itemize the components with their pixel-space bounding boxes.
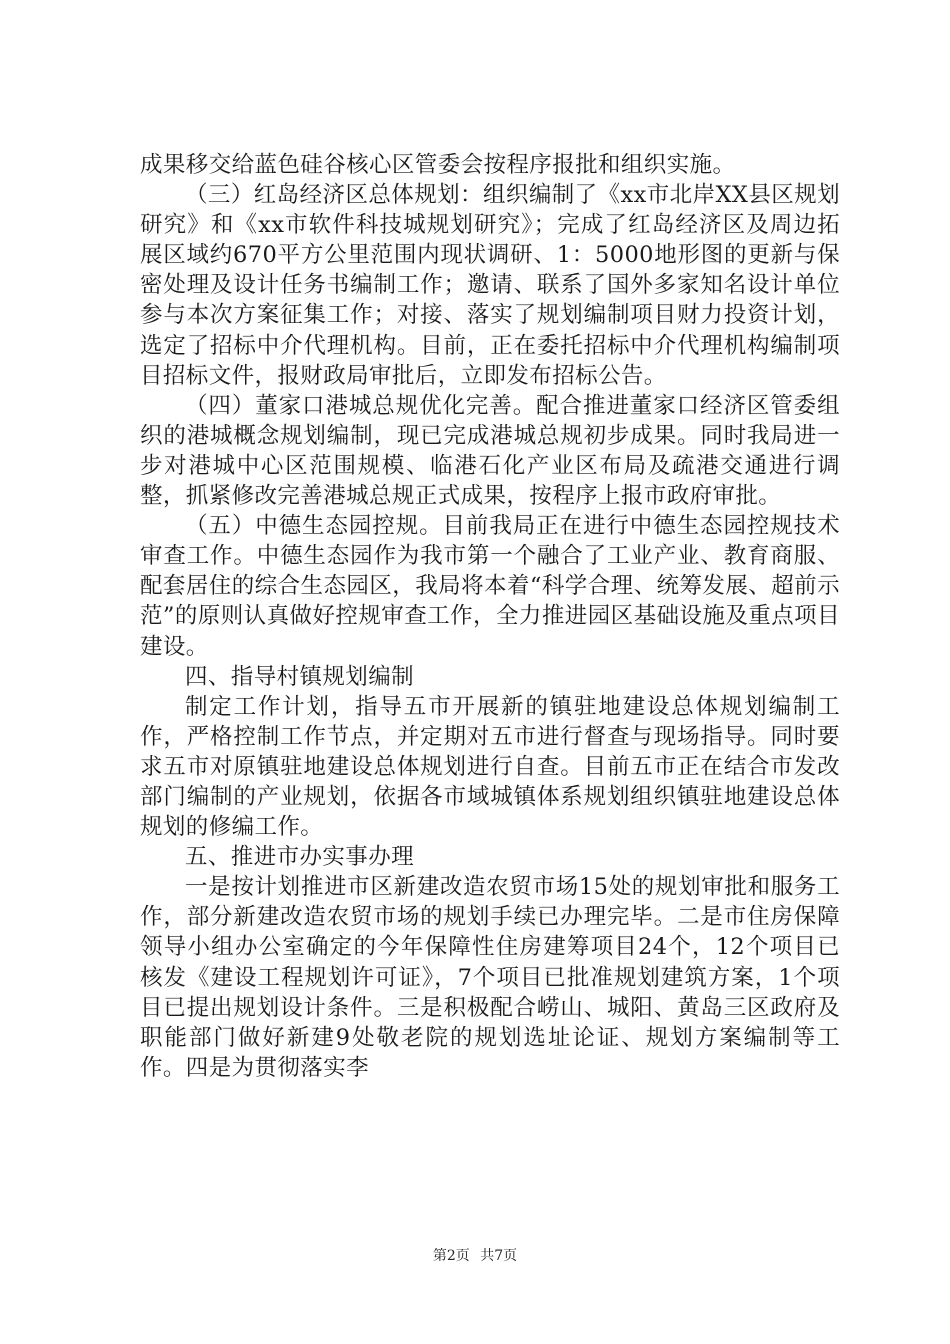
document-body <box>140 150 840 1083</box>
paragraph-village-planning: 制定工作计划，指导五市开展新的镇驻地建设总体规划编制工作，严格控制工作节点，并定期对五市进行督查与现场指导。同时要求五市对原镇驻地建设总体规划进行自查。目前五市正在结合市发改部门编制的产业规划，依据各市域城镇体系规划组织镇驻地建设总体规划的修编工作。 <box>140 693 840 841</box>
section-heading-city-affairs: 五、推进市办实事办理 <box>185 844 415 871</box>
section-heading-village-planning: 四、指导村镇规划编制 <box>185 663 415 690</box>
paragraph-city-affairs: 一是按计划推进市区新建改造农贸市场15处的规划审批和服务工作，部分新建改造农贸市场的规划手续已办理完毕。二是市住房保障领导小组办公室确定的今年保障性住房建筹项目24个，12个项目已核发《建设工程规划许可证》，7个项目已批准规划建筑方案，1个项目已提出规划设计条件。三是积极配合崂山、城阳、黄岛三区政府及职能部门做好新建9处敬老院的规划选址论证、规划方案编制等工作。四是为贯彻落实李 <box>140 874 840 1081</box>
page-total: 共7页 <box>480 1248 518 1264</box>
paragraph-continuation: 成果移交给蓝色硅谷核心区管委会按程序报批和组织实施。 <box>140 152 736 178</box>
page-footer <box>0 1245 950 1265</box>
page-number: 第2页 <box>432 1248 470 1264</box>
paragraph-sino-german-park: （五）中德生态园控规。目前我局正在进行中德生态园控规技术审查工作。中德生态园作为我市第一个融合了工业产业、教育商服、配套居住的综合生态园区，我局将本着“科学合理、统筹发展、超前示范”的原则认真做好控规审查工作，全力推进园区基础设施及重点项目建设。 <box>140 513 840 660</box>
paragraph-hongdao-plan: （三）红岛经济区总体规划：组织编制了《xx市北岸XX县区规划研究》和《xx市软件科技城规划研究》；完成了红岛经济区及周边拓展区域约670平方公里范围内现状调研、1：5000地形图的更新与保密处理及设计任务书编制工作；邀请、联系了国外多家知名设计单位参与本次方案征集工作；对接、落实了规划编制项目财力投资计划，选定了招标中介代理机构。目前，正在委托招标中介代理机构编制项目招标文件，报财政局审批后，立即发布招标公告。 <box>140 182 840 389</box>
paragraph-dongjiakou-plan: （四）董家口港城总规优化完善。配合推进董家口经济区管委组织的港城概念规划编制，现已完成港城总规初步成果。同时我局进一步对港城中心区范围规模、临港石化产业区布局及疏港交通进行调整，抓紧修改完善港城总规正式成果，按程序上报市政府审批。 <box>140 392 840 510</box>
